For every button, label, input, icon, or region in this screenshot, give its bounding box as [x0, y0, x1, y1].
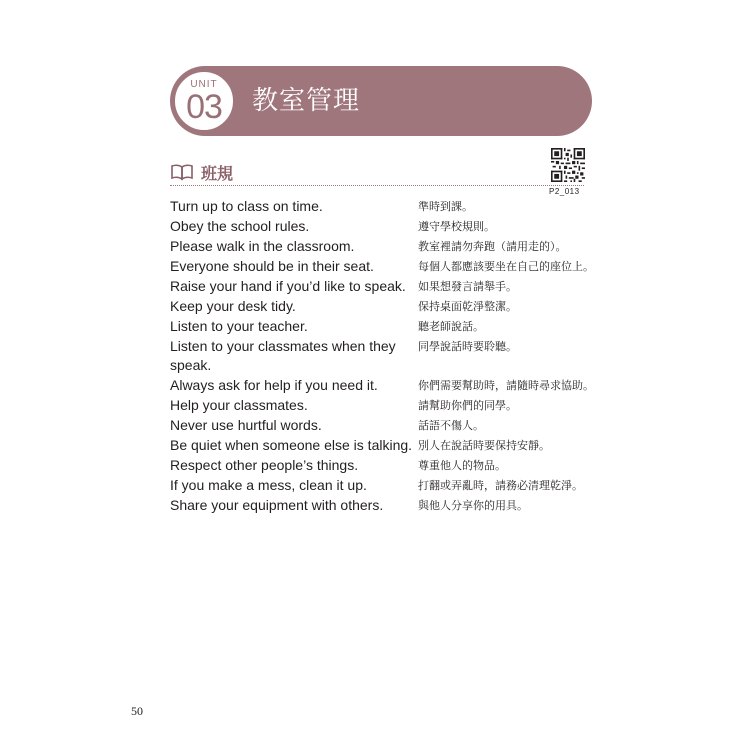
rule-english: Obey the school rules.	[170, 218, 310, 234]
rule-english: Raise your hand if you’d like to speak.	[170, 278, 406, 294]
page-number: 50	[131, 704, 143, 718]
list-item	[170, 336, 600, 375]
rule-english: Always ask for help if you need it.	[170, 377, 378, 393]
list-item	[170, 296, 600, 316]
rule-chinese: 保持桌面乾淨整潔。	[418, 300, 517, 313]
rule-english: Be quiet when someone else is talking.	[170, 437, 413, 453]
rule-english: If you make a mess, clean it up.	[170, 477, 367, 493]
rule-chinese: 與他人分享你的用具。	[418, 499, 528, 512]
rule-chinese: 同學說話時要聆聽。	[418, 340, 517, 353]
list-item	[170, 276, 600, 296]
rule-chinese: 遵守學校規則。	[418, 220, 495, 233]
list-item	[170, 375, 600, 395]
rule-chinese: 如果想發言請舉手。	[418, 280, 517, 293]
rule-chinese: 話語不傷人。	[418, 419, 484, 432]
rule-english: Never use hurtful words.	[170, 417, 322, 433]
list-item	[170, 475, 600, 495]
rule-english: Turn up to class on time.	[170, 198, 323, 214]
section-title: 班規	[201, 163, 234, 183]
rule-chinese: 打翻或弄亂時，請務必清理乾淨。	[418, 479, 583, 492]
unit-badge	[172, 69, 236, 133]
rule-chinese: 每個人都應該要坐在自己的座位上。	[418, 260, 594, 273]
list-item	[170, 256, 600, 276]
rule-english: Please walk in the classroom.	[170, 238, 355, 254]
list-item	[170, 415, 600, 435]
unit-number: 03	[186, 88, 222, 126]
list-item	[170, 216, 600, 236]
list-item	[170, 495, 600, 515]
qr-code-icon[interactable]	[551, 148, 585, 182]
unit-label: UNIT	[190, 79, 218, 90]
audio-code: P2_013	[549, 187, 580, 196]
unit-title: 教室管理	[252, 86, 361, 116]
rule-chinese: 尊重他人的物品。	[418, 459, 506, 472]
rule-chinese: 聽老師說話。	[418, 320, 484, 333]
rule-english: Share your equipment with others.	[170, 497, 384, 513]
book-icon	[171, 163, 193, 181]
rule-english: Keep your desk tidy.	[170, 298, 296, 314]
rule-chinese: 準時到課。	[418, 200, 473, 213]
rule-chinese: 你們需要幫助時，請隨時尋求協助。	[418, 379, 594, 392]
rule-english: Everyone should be in their seat.	[170, 258, 374, 274]
list-item	[170, 395, 600, 415]
section-heading	[171, 160, 233, 184]
list-item	[170, 316, 600, 336]
rule-english: Respect other people’s things.	[170, 457, 359, 473]
rule-english: Listen to your teacher.	[170, 318, 308, 334]
rule-chinese: 教室裡請勿奔跑（請用走的）。	[418, 240, 567, 253]
section-divider	[170, 185, 584, 186]
list-item	[170, 196, 600, 216]
rule-chinese: 別人在說話時要保持安靜。	[418, 439, 550, 452]
list-item	[170, 435, 600, 455]
rule-english: Listen to your classmates when they speak.	[170, 338, 396, 373]
rule-chinese: 請幫助你們的同學。	[418, 399, 517, 412]
rules-list	[170, 196, 600, 515]
list-item	[170, 236, 600, 256]
list-item	[170, 455, 600, 475]
rule-english: Help your classmates.	[170, 397, 308, 413]
